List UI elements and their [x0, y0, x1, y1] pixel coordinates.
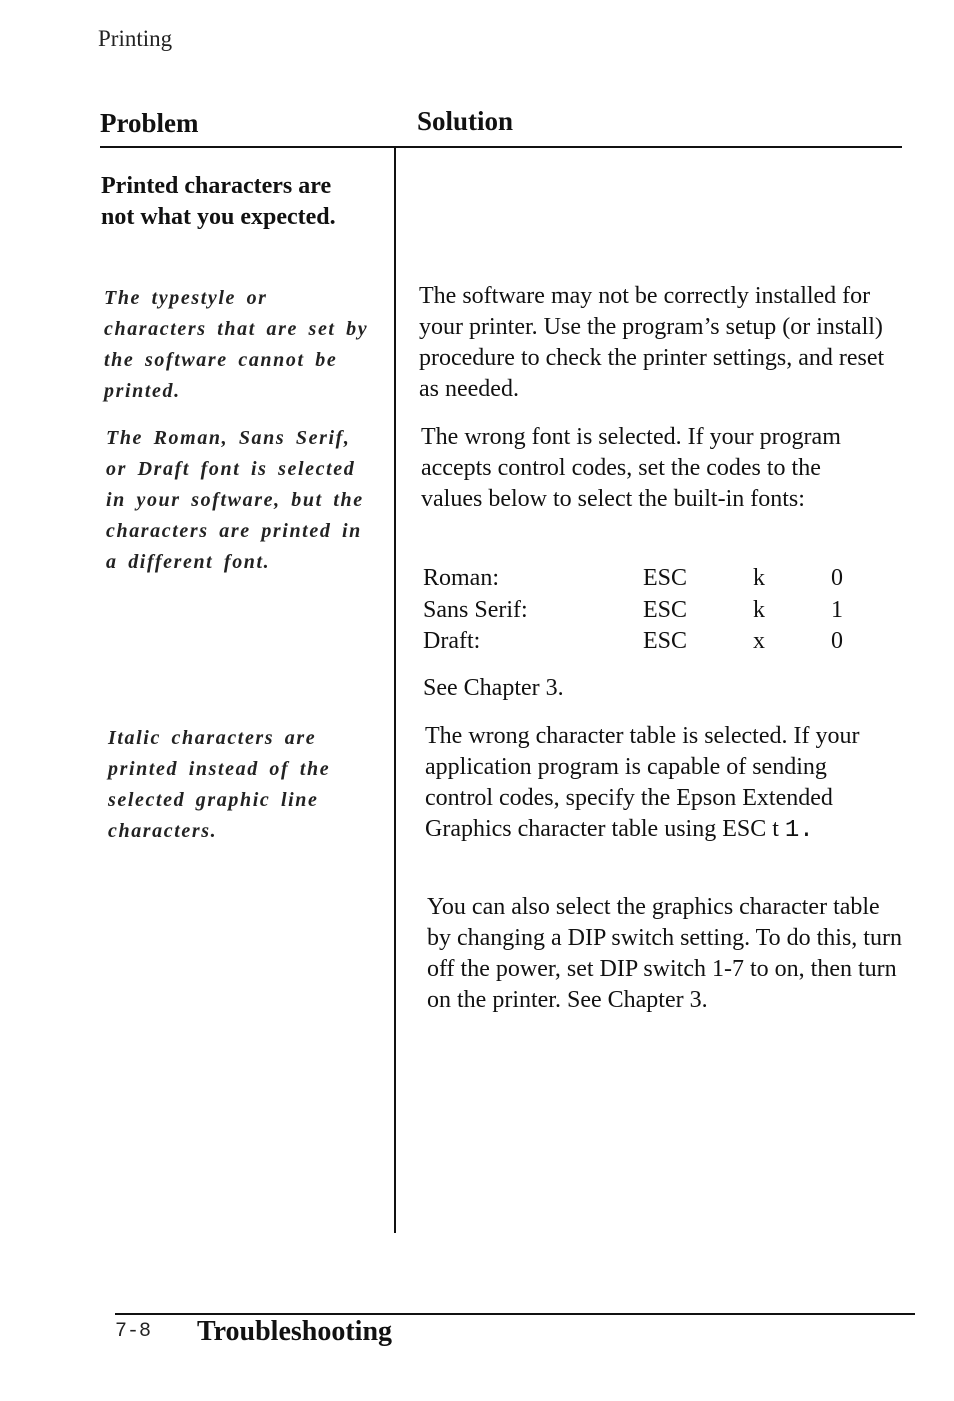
table-row [423, 626, 861, 658]
solution-dip-switch: You can also select the graphics character table by changing a DIP switch setting. To do this, turn off the power, set DIP switch 1-7 to on, then turn on the printer. See Chapter 3. [427, 894, 902, 1013]
see-chapter-reference: See Chapter 3. [423, 675, 564, 701]
symptom-wrong-font: The Roman, Sans Serif, or Draft font is selected in your software, but the characters are printed in a different font. [106, 427, 364, 573]
font-name-cell: Draft: [423, 628, 481, 655]
command-cell: k [753, 565, 765, 592]
footer-rule [115, 1313, 915, 1315]
solution-character-table-text: The wrong character table is selected. If your application program is capable of sending control codes, specify the Epson Extended Graphics character table using [425, 723, 860, 842]
esc-t-code: ESC t [722, 816, 779, 842]
command-cell: k [753, 596, 765, 623]
problem-column-heading: Problem [100, 108, 199, 138]
page-number: 7-8 [115, 1320, 152, 1343]
table-header-rule [100, 146, 902, 148]
font-name-cell: Sans Serif: [423, 596, 528, 623]
esc-cell: ESC [643, 596, 688, 623]
esc-cell: ESC [643, 628, 688, 655]
column-divider [394, 147, 396, 1233]
esc-cell: ESC [643, 565, 688, 592]
value-cell: 0 [831, 628, 843, 655]
value-cell: 1 [831, 596, 843, 623]
command-cell: x [753, 628, 765, 655]
problem-title: Printed characters are not what you expected. [101, 173, 336, 230]
table-row [423, 563, 861, 595]
solution-character-table [425, 721, 895, 846]
table-row [423, 595, 861, 627]
solution-column-heading: Solution [417, 106, 514, 136]
solution-wrong-font: The wrong font is selected. If your program accepts control codes, set the codes to the values below to select the built-in fonts: [421, 424, 841, 512]
value-cell: 0 [831, 565, 843, 592]
font-name-cell: Roman: [423, 565, 499, 592]
symptom-software-typestyle: The typestyle or characters that are set by the software cannot be printed. [104, 287, 369, 402]
solution-software-install: The software may not be correctly installed for your printer. Use the program’s setup (or install) procedure to check the printer settings, and reset as needed. [419, 283, 885, 402]
chapter-title: Troubleshooting [197, 1316, 393, 1347]
table-number-code: 1. [784, 817, 814, 844]
symptom-italic-characters: Italic characters are printed instead of the selected graphic line characters. [108, 727, 331, 842]
running-head: Printing [98, 26, 173, 51]
font-control-codes-table [423, 563, 861, 658]
